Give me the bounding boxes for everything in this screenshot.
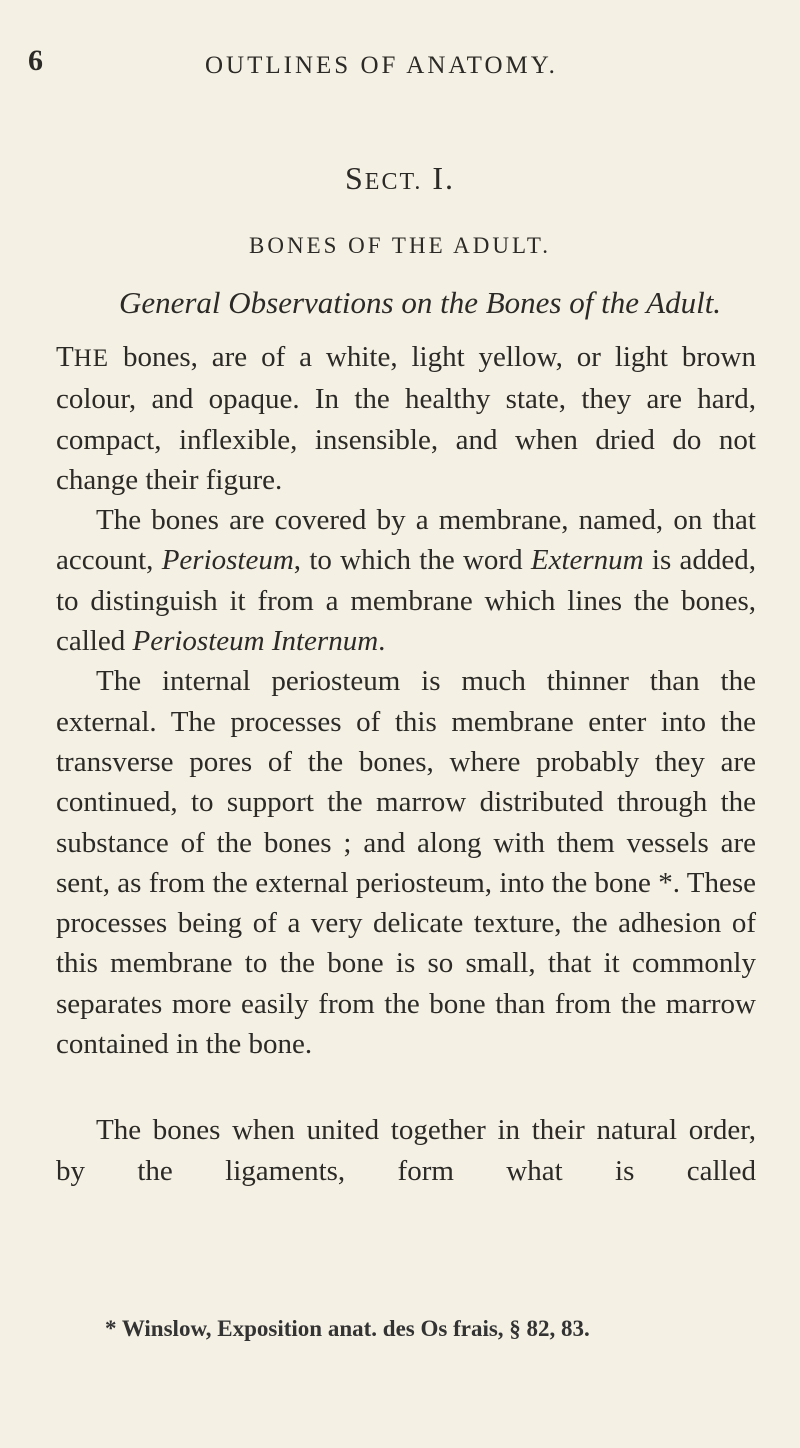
- section-label: [0, 160, 800, 197]
- paragraph-1: [56, 337, 756, 500]
- body-text: [56, 337, 756, 1191]
- term-periosteum: Periosteum: [161, 544, 294, 577]
- p1-text: bones, are of a white, light yellow, or light brown colour, and opaque. In the healthy state, they are hard, compact, inflexible, insensible, and when dried do not change their figure.: [56, 341, 756, 496]
- p2-c: is added, to distinguish it from a membrane which lines the bones, called: [56, 544, 757, 658]
- p2-b: , to which the word: [293, 544, 531, 577]
- p2-a: The bones are covered by a membrane, named, on that account,: [56, 504, 756, 577]
- page-number: 6: [28, 44, 43, 77]
- paragraph-4: The bones when united together in their natural order, by the ligaments, form what is called: [56, 1114, 756, 1187]
- section-number: I.: [432, 160, 455, 196]
- p1-initial: T: [56, 341, 74, 373]
- p2-d: .: [378, 625, 386, 658]
- footnote: * Winslow, Exposition anat. des Os frais, § 82, 83.: [105, 1316, 590, 1341]
- section-subheading: General Observations on the Bones of the Adult.: [118, 285, 722, 320]
- term-periosteum-internum: Periosteum Internum: [132, 625, 379, 658]
- section-heading: BONES OF THE ADULT.: [249, 233, 551, 258]
- section-label-rest: ECT.: [364, 169, 423, 195]
- paragraph-2: [56, 500, 756, 661]
- term-externum: Externum: [530, 544, 644, 577]
- running-title: OUTLINES OF ANATOMY.: [205, 52, 558, 79]
- paragraph-3: The internal periosteum is much thinner than the external. The processes of this membrane enter into the transverse pores of the bones, where probably they are continued, to support the marrow distributed through the substance of the bones ; and along with them vessels are sent, as from the external periosteum, into the bone *. These processes being of a very delicate texture, the adhesion of this membrane to the bone is so small, that it commonly separates more easily from the bone than from the marrow contained in the bone.: [56, 665, 756, 1061]
- section-label-initial: S: [345, 160, 365, 196]
- p1-initial-rest: HE: [73, 345, 110, 372]
